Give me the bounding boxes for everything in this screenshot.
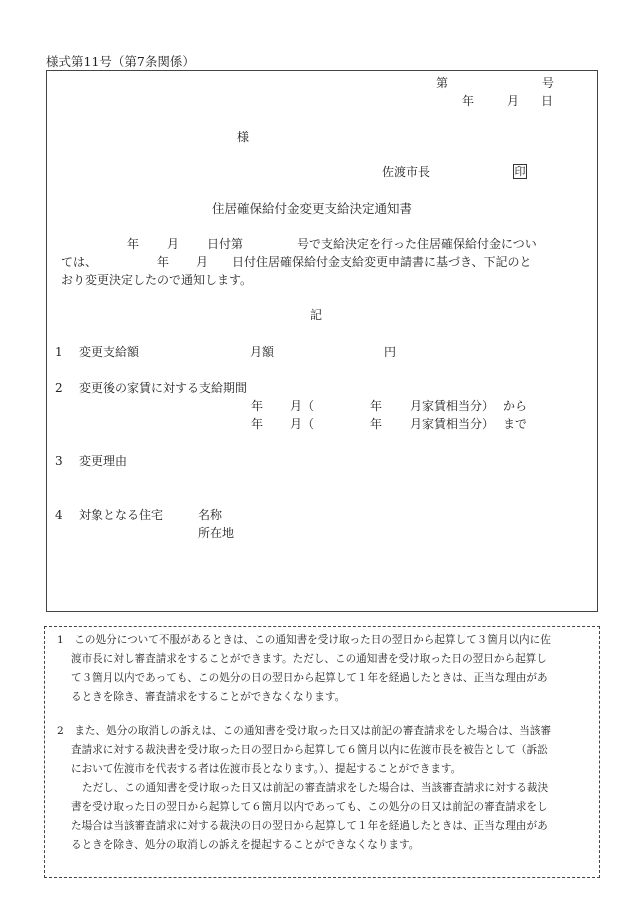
ki-heading: 記 (310, 308, 323, 322)
item4-number: 4 (55, 508, 63, 522)
note-line: るときを除き、審査請求をすることができなくなります。 (71, 691, 346, 703)
note-line: 査請求に対する裁決書を受け取った日の翌日から起算して６箇月以内に佐渡市長を被告として（訴訟 (71, 744, 548, 756)
item1-yen: 円 (384, 345, 397, 359)
item3-number: 3 (55, 454, 63, 468)
note-line: 書を受け取った日の翌日から起算して６箇月以内であっても、この処分の日又は前記の審査請求をし (71, 801, 548, 813)
item2-row1-rent: 月家賃相当分） (410, 399, 495, 413)
date-month: 月 (507, 94, 520, 108)
body-line1-rest: 号で支給決定を行った住居確保給付金につい (297, 237, 537, 251)
item2-number: 2 (55, 381, 63, 395)
item3-label: 変更理由 (79, 454, 128, 468)
item2-row2-until: まで (503, 417, 528, 431)
note-line: て３箇月以内であっても、この処分の日の翌日から起算して１年を経過したときは、正当な理由があ (71, 672, 548, 684)
issuer-name: 佐渡市長 (382, 165, 431, 179)
note-line: るときを除き、処分の取消しの訴えを提起することができなくなります。 (71, 839, 420, 851)
body-line1-year: 年 (127, 237, 140, 251)
item1-label: 変更支給額 (79, 345, 140, 359)
form-label: 様式第11号（第7条関係） (46, 54, 195, 69)
document-title: 住居確保給付金変更支給決定通知書 (212, 201, 413, 216)
note-line: ただし、この通知書を受け取った日又は前記の審査請求をした場合は、当該審査請求に対する裁決 (82, 782, 549, 794)
item1-monthly: 月額 (250, 345, 275, 359)
item2-row2-year2: 年 (370, 417, 383, 431)
note-line: において佐渡市を代表する者は佐渡市長となります。）、提起することができます。 (71, 763, 462, 775)
date-day: 日 (541, 94, 554, 108)
item1-number: 1 (55, 345, 63, 359)
body-line2-year: 年 (157, 255, 170, 269)
item2-row1-from: から (503, 399, 528, 413)
note-line: 渡市長に対し審査請求をすることができます。ただし、この通知書を受け取った日の翌日から起算し (71, 653, 547, 665)
body-line1-month: 月 (167, 237, 180, 251)
item2-row1-month: 月（ (290, 399, 315, 413)
number-suffix: 号 (542, 76, 555, 90)
item2-row1-year2: 年 (370, 399, 383, 413)
item4-name-label: 名称 (198, 508, 223, 522)
number-prefix: 第 (436, 76, 449, 90)
item4-label: 対象となる住宅 (79, 508, 164, 522)
item4-address-label: 所在地 (198, 526, 235, 540)
body-line2-start: ては、 (61, 255, 98, 269)
note-line: 1 この処分について不服があるときは、この通知書を受け取った日の翌日から起算して３箇月以内に佐 (57, 634, 551, 646)
item2-label: 変更後の家賃に対する支給期間 (79, 381, 248, 395)
item2-row1-year: 年 (251, 399, 264, 413)
body-line1-date-no: 日付第 (207, 237, 244, 251)
body-line2-rest: 日付住居確保給付金支給変更申請書に基づき、下記のと (232, 255, 532, 269)
date-year: 年 (462, 94, 475, 108)
notice-box (46, 70, 598, 612)
seal-mark: 印 (514, 165, 526, 178)
body-line3: おり変更決定したので通知します。 (61, 273, 253, 287)
note-line: た場合は当該審査請求に対する裁決の日の翌日から起算して１年を経過したときは、正当な理由があ (71, 820, 548, 832)
note-line: 2 また、処分の取消しの訴えは、この通知書を受け取った日又は前記の審査請求をした場合は、当該審 (57, 725, 552, 737)
item2-row2-year: 年 (251, 417, 264, 431)
item2-row2-month: 月（ (290, 417, 315, 431)
item2-row2-rent: 月家賃相当分） (410, 417, 495, 431)
body-line2-month: 月 (196, 255, 209, 269)
addressee-suffix: 様 (237, 130, 250, 144)
